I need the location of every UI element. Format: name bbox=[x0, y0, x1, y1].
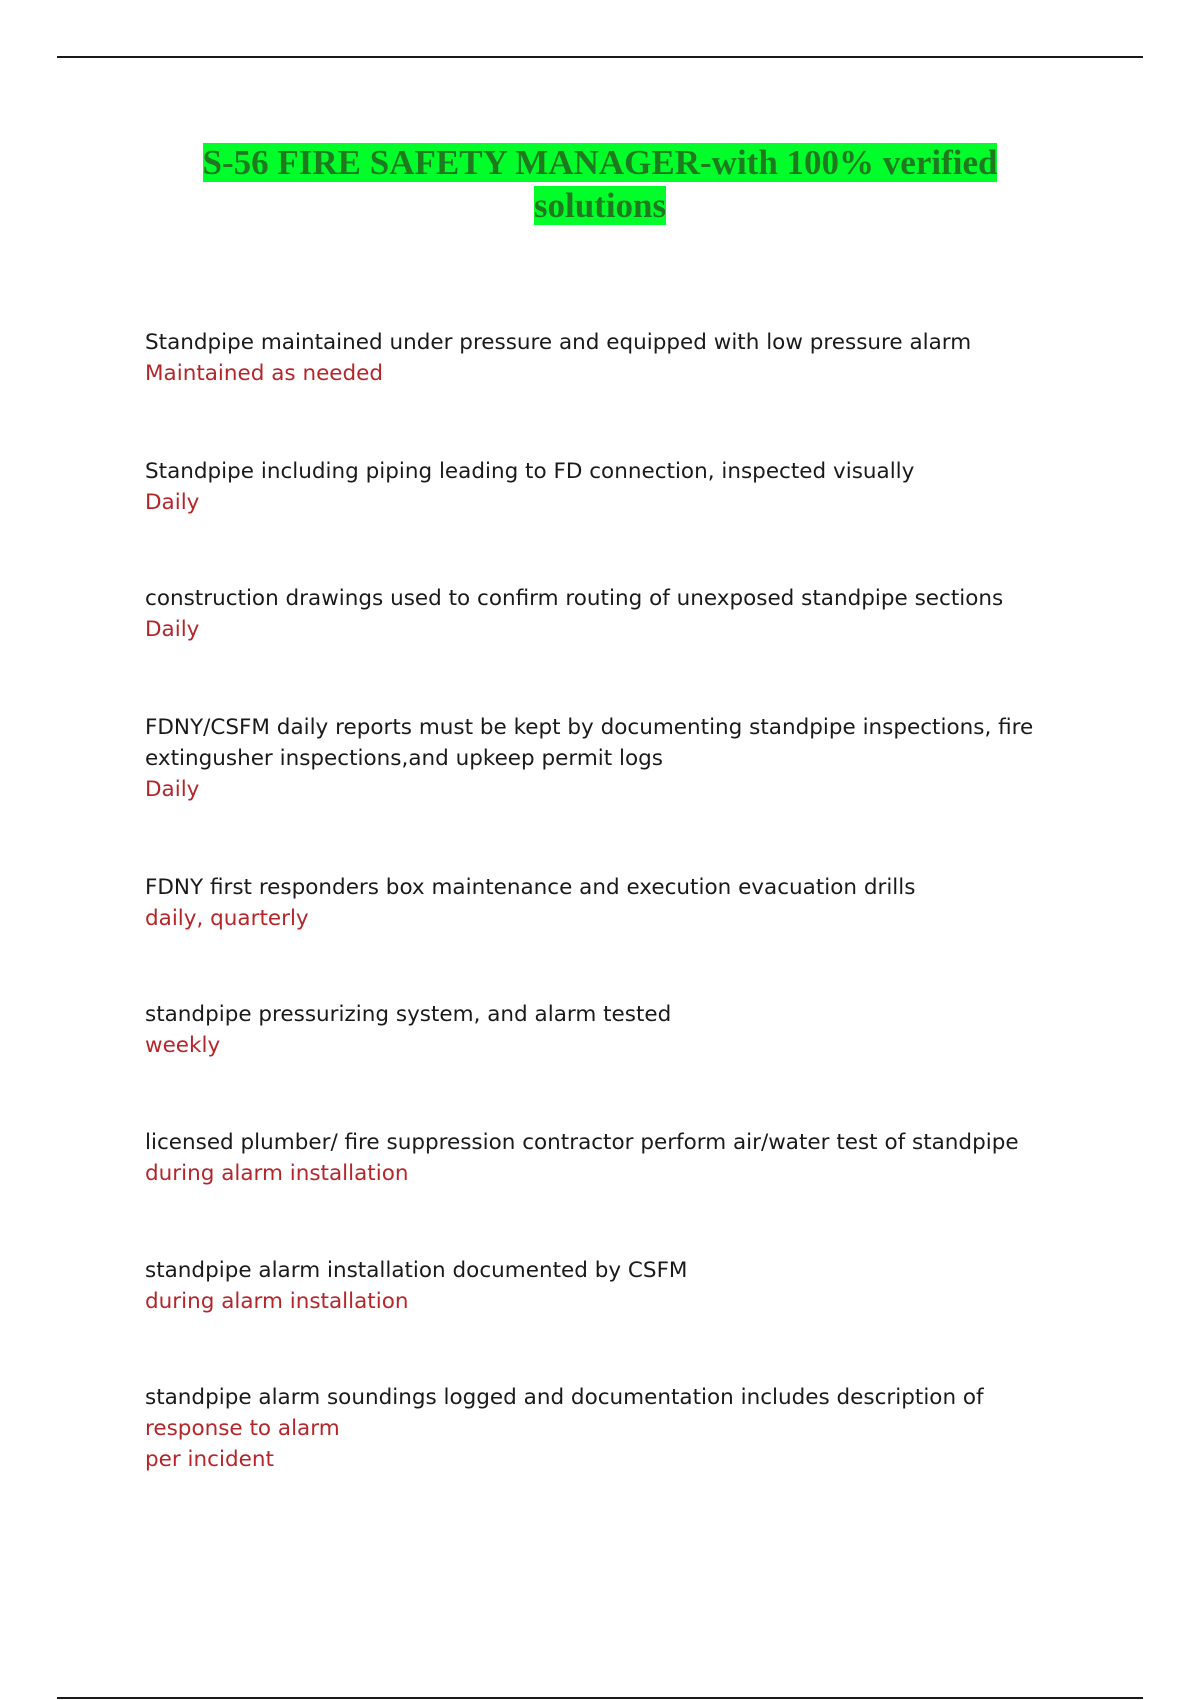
question-text: FDNY first responders box maintenance and execution evacuation drills bbox=[145, 875, 916, 900]
question-text: licensed plumber/ fire suppression contractor perform air/water test of standpipe bbox=[145, 1130, 1019, 1155]
title-line-2: solutions bbox=[533, 186, 667, 225]
answer-text-cont: per incident bbox=[145, 1447, 274, 1472]
question-text-cont: extingusher inspections,and upkeep permit logs bbox=[145, 746, 663, 771]
title-line-1: S-56 FIRE SAFETY MANAGER-with 100% verified bbox=[202, 143, 998, 182]
answer-text: daily, quarterly bbox=[145, 906, 309, 931]
bottom-rule bbox=[57, 1697, 1143, 1699]
answer-text: weekly bbox=[145, 1033, 221, 1058]
answer-text: during alarm installation bbox=[145, 1289, 409, 1314]
question-text: Standpipe maintained under pressure and equipped with low pressure alarm bbox=[145, 330, 972, 355]
qa-item-1 bbox=[145, 327, 1045, 389]
document-title bbox=[100, 141, 1100, 227]
question-text: FDNY/CSFM daily reports must be kept by documenting standpipe inspections, fire bbox=[145, 715, 1034, 740]
answer-text: Daily bbox=[145, 490, 200, 515]
question-text: standpipe alarm soundings logged and documentation includes description of bbox=[145, 1385, 984, 1410]
qa-item-5 bbox=[145, 872, 1045, 934]
question-text: construction drawings used to confirm routing of unexposed standpipe sections bbox=[145, 586, 1004, 611]
answer-text: Maintained as needed bbox=[145, 361, 384, 386]
answer-text: during alarm installation bbox=[145, 1161, 409, 1186]
answer-text: Daily bbox=[145, 617, 200, 642]
question-text: standpipe pressurizing system, and alarm tested bbox=[145, 1002, 672, 1027]
qa-item-3 bbox=[145, 583, 1045, 645]
top-rule bbox=[57, 56, 1143, 58]
question-text: standpipe alarm installation documented by CSFM bbox=[145, 1258, 688, 1283]
qa-item-2 bbox=[145, 456, 1045, 518]
answer-text: Daily bbox=[145, 777, 200, 802]
qa-item-9 bbox=[145, 1382, 1045, 1475]
qa-item-8 bbox=[145, 1255, 1045, 1317]
answer-text: response to alarm bbox=[145, 1416, 340, 1441]
question-text: Standpipe including piping leading to FD connection, inspected visually bbox=[145, 459, 915, 484]
qa-item-4 bbox=[145, 712, 1045, 805]
qa-item-7 bbox=[145, 1127, 1045, 1189]
qa-item-6 bbox=[145, 999, 1045, 1061]
